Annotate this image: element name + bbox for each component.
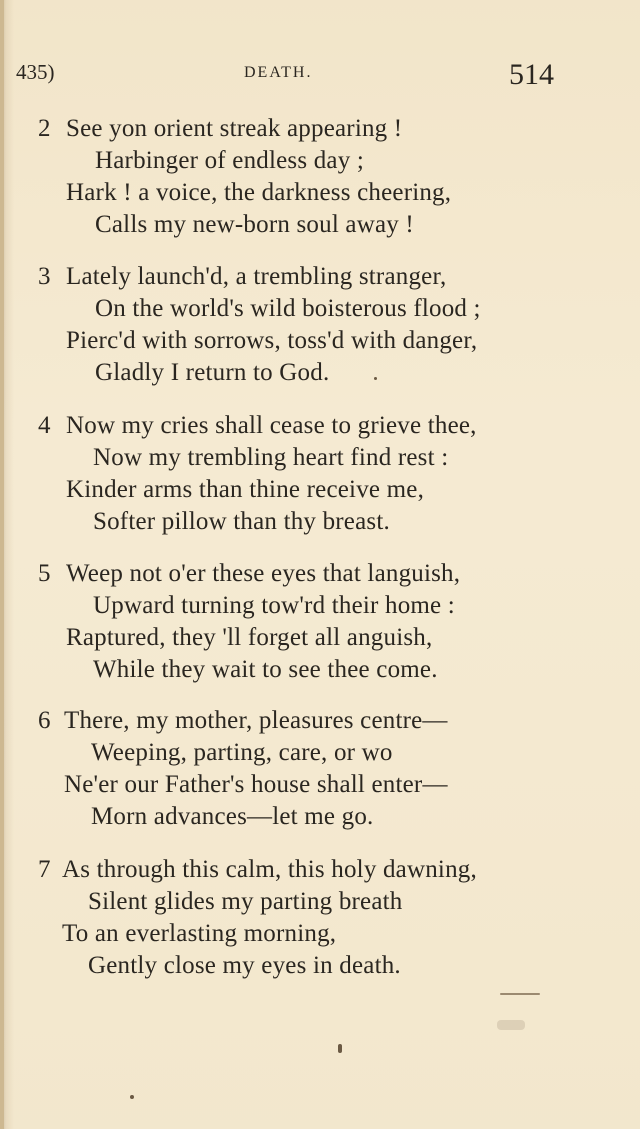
verse-line: Morn advances—let me go. <box>91 803 374 830</box>
verse-line: Gently close my eyes in death. <box>88 952 401 979</box>
hymn-reference: 435) <box>16 60 55 84</box>
verse-line: Pierc'd with sorrows, toss'd with danger, <box>66 327 478 354</box>
verse-line: Raptured, they 'll forget all anguish, <box>66 624 433 651</box>
ink-speck <box>497 1020 525 1030</box>
verse-line: Harbinger of endless day ; <box>95 147 365 174</box>
verse-line: On the world's wild boisterous flood ; <box>95 295 481 322</box>
verse-line: Lately launch'd, a trembling stranger, <box>66 263 447 290</box>
stanza-number: 4 <box>38 412 51 439</box>
ink-speck <box>130 1095 134 1099</box>
stanza-number: 5 <box>38 560 51 587</box>
verse-line: Now my trembling heart find rest : <box>93 444 449 471</box>
verse-line: To an everlasting morning, <box>62 920 337 947</box>
ink-speck <box>374 377 377 380</box>
stanza-number: 6 <box>38 707 51 734</box>
stanza-number: 7 <box>38 856 51 883</box>
verse-line: While they wait to see thee come. <box>93 656 438 683</box>
verse-line: Hark ! a voice, the darkness cheering, <box>66 179 452 206</box>
verse-line: As through this calm, this holy dawning, <box>62 856 477 883</box>
verse-line: Weeping, parting, care, or wo <box>91 739 393 766</box>
ink-speck <box>500 993 540 995</box>
running-header <box>0 58 640 94</box>
stanza-number: 3 <box>38 263 51 290</box>
verse-line: Weep not o'er these eyes that languish, <box>66 560 461 587</box>
page-number: 514 <box>509 58 554 91</box>
verse-line: See yon orient streak appearing ! <box>66 115 403 142</box>
section-title: DEATH. <box>244 64 313 81</box>
ink-speck <box>338 1044 342 1053</box>
verse-line: Softer pillow than thy breast. <box>93 508 390 535</box>
verse-line: Gladly I return to God. <box>95 359 330 386</box>
verse-line: Calls my new-born soul away ! <box>95 211 414 238</box>
verse-line: Silent glides my parting breath <box>88 888 403 915</box>
page-binding-edge <box>0 0 4 1129</box>
verse-line: Now my cries shall cease to grieve thee, <box>66 412 477 439</box>
stanza-number: 2 <box>38 115 51 142</box>
verse-line: There, my mother, pleasures centre— <box>64 707 448 734</box>
verse-line: Ne'er our Father's house shall enter— <box>64 771 448 798</box>
verse-line: Upward turning tow'rd their home : <box>93 592 455 619</box>
verse-line: Kinder arms than thine receive me, <box>66 476 425 503</box>
